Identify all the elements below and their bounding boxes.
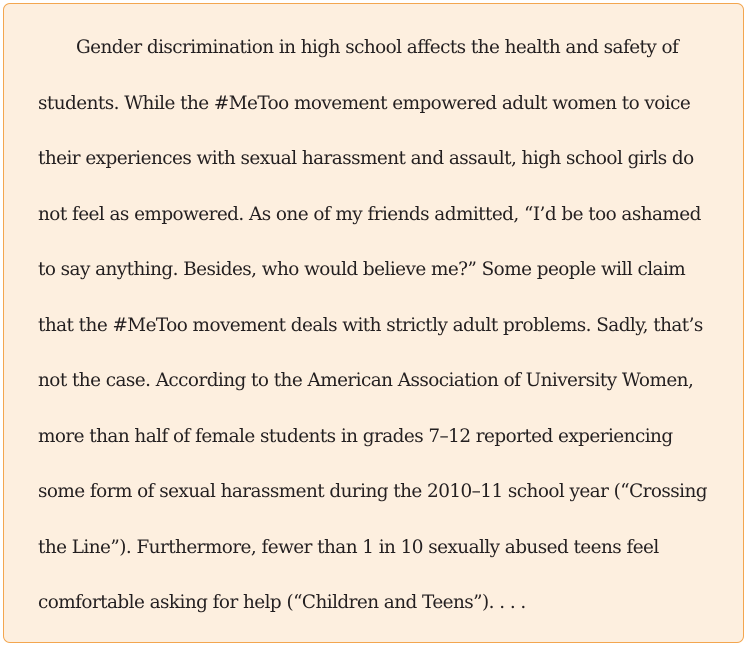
paragraph-line-3: their experiences with sexual harassment and assault, high school girls do <box>38 148 694 169</box>
essay-excerpt-box <box>3 3 744 643</box>
paragraph-line-4: not feel as empowered. As one of my friends admitted, “I’d be too ashamed <box>38 204 701 225</box>
paragraph-line-11: comfortable asking for help (“Children and Teens”). . . . <box>38 592 526 613</box>
paragraph-line-10: the Line”). Furthermore, fewer than 1 in 10 sexually abused teens feel <box>38 537 659 558</box>
paragraph-line-7: not the case. According to the American Association of University Women, <box>38 370 694 391</box>
paragraph-line-5: to say anything. Besides, who would believe me?” Some people will claim <box>38 259 686 280</box>
paragraph-line-2: students. While the #MeToo movement empowered adult women to voice <box>38 93 691 114</box>
paragraph-line-6: that the #MeToo movement deals with strictly adult problems. Sadly, that’s <box>38 315 703 336</box>
paragraph-line-8: more than half of female students in grades 7–12 reported experiencing <box>38 426 673 447</box>
paragraph-line-1: Gender discrimination in high school affects the health and safety of <box>76 37 679 58</box>
paragraph-line-9: some form of sexual harassment during the 2010–11 school year (“Crossing <box>38 481 708 502</box>
